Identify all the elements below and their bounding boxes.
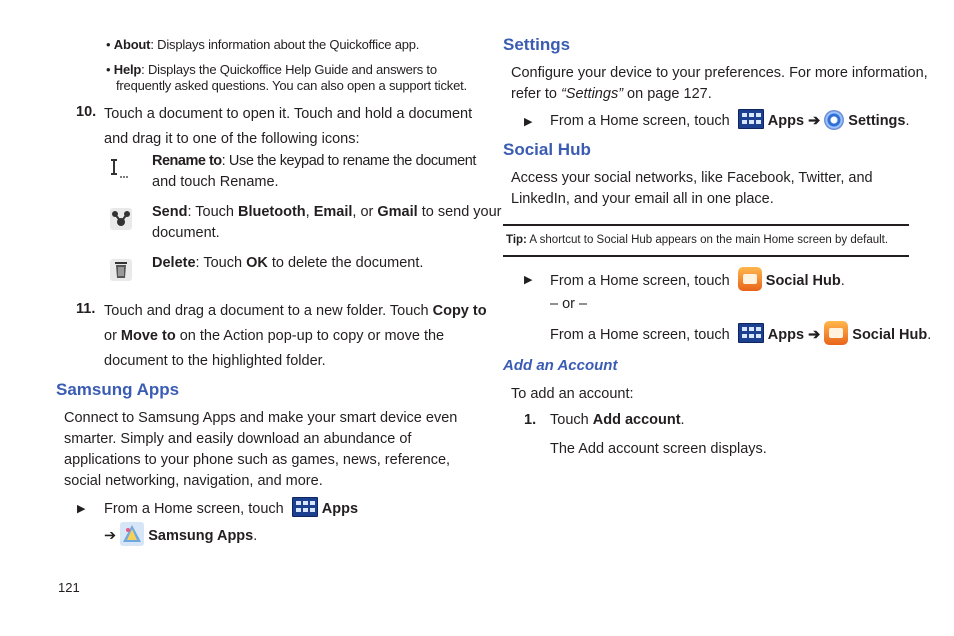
help-text-1: : Displays the Quickoffice Help Guide and answers to: [141, 62, 437, 77]
add-account-result: The Add account screen displays.: [550, 441, 767, 457]
tip-label: Tip:: [506, 234, 527, 246]
about-label: About: [113, 37, 151, 52]
arrow-icon: ➔: [104, 528, 117, 544]
rename-text-1: : Use the keypad to rename the document: [221, 153, 477, 169]
settings-p1: Configure your device to your preferences. For more information,: [511, 65, 928, 81]
help-text-2: frequently asked questions. You can also open a support ticket.: [116, 78, 467, 93]
step-10-line-2: and drag it to one of the following icons:: [104, 131, 360, 147]
page-number: 121: [58, 580, 80, 595]
tip-bottom-rule: [503, 255, 909, 257]
samsung-step: [104, 496, 358, 549]
add-period: .: [680, 412, 685, 428]
apps-label: Apps: [767, 327, 805, 343]
settings-step: [550, 109, 910, 132]
settings-heading: Settings: [503, 35, 571, 54]
hub-period-2: .: [927, 327, 932, 343]
settings-period: .: [905, 113, 910, 129]
send-comma: ,: [305, 204, 314, 220]
bullet-about: • About: Displays information about the Quickoffice app.: [106, 37, 420, 52]
samsung-apps-label: Samsung Apps: [148, 528, 254, 544]
bullet-triangle: ▶: [524, 274, 533, 286]
settings-paragraph: [511, 63, 928, 105]
apps-grid-icon: [738, 109, 764, 129]
move-to-label: Move to: [120, 328, 176, 344]
samsung-period: .: [253, 528, 258, 544]
social-hub-step-2: [550, 321, 931, 346]
delete-label: Delete: [152, 255, 196, 271]
arrow-icon: ➔: [808, 327, 821, 343]
add-account-step: [550, 410, 685, 431]
settings-step-text: From a Home screen, touch: [550, 113, 730, 129]
hub-period-1: .: [840, 273, 845, 289]
add-account-heading: Add an Account: [503, 357, 618, 374]
apps-grid-icon: [738, 323, 764, 343]
social-p1: Access your social networks, like Facebook, Twitter, and: [511, 170, 873, 186]
settings-label: Settings: [848, 113, 906, 129]
add-account-intro: To add an account:: [511, 386, 634, 402]
social-hub-label: Social Hub: [765, 273, 841, 289]
tip-text: A shortcut to Social Hub appears on the main Home screen by default.: [526, 234, 889, 246]
samsung-p4: social networking, navigation, and more.: [64, 473, 323, 489]
tip-box: [506, 232, 888, 248]
settings-link[interactable]: “Settings”: [560, 86, 624, 102]
delete-text-a: : Touch: [195, 255, 247, 271]
rename-description: [152, 151, 476, 193]
gmail-label: Gmail: [377, 204, 418, 220]
send-or: , or: [352, 204, 378, 220]
ok-label: OK: [246, 255, 268, 271]
bluetooth-label: Bluetooth: [237, 204, 306, 220]
add-account-label: Add account: [592, 412, 681, 428]
settings-p2a: refer to: [511, 86, 561, 102]
social-hub-heading: Social Hub: [503, 140, 591, 159]
social-hub-label: Social Hub: [852, 327, 928, 343]
step-11-line-3: document to the highlighted folder.: [104, 353, 326, 369]
step-11-number: 11.: [76, 301, 96, 317]
share-icon: [110, 208, 132, 230]
delete-description: [152, 253, 423, 274]
apps-grid-icon: [292, 497, 318, 517]
delete-text-b: to delete the document.: [267, 255, 424, 271]
rename-label: Rename to: [152, 153, 222, 169]
send-description: [152, 202, 502, 244]
samsung-apps-paragraph: [64, 408, 457, 492]
apps-label: Apps: [321, 501, 359, 517]
step-10-line-1: Touch a document to open it. Touch and hold a document: [104, 106, 473, 122]
send-label: Send: [152, 204, 188, 220]
add-step-text: Touch: [550, 412, 593, 428]
step-11-text: [104, 299, 487, 374]
social-hub-step-1: [550, 267, 845, 292]
step-11-line-2b: on the Action pop-up to copy or move the: [175, 328, 445, 344]
arrow-icon: ➔: [808, 113, 821, 129]
hub-step-2-text: From a Home screen, touch: [550, 327, 730, 343]
hub-step-1-text: From a Home screen, touch: [550, 273, 730, 289]
rename-text-2: and touch Rename.: [152, 174, 279, 190]
samsung-step-text: From a Home screen, touch: [104, 501, 284, 517]
bullet-triangle: ▶: [77, 503, 86, 515]
social-p2: LinkedIn, and your email all in one place.: [511, 191, 774, 207]
help-label: Help: [113, 62, 142, 77]
social-hub-paragraph: [511, 168, 873, 210]
send-text-2: document.: [152, 225, 220, 241]
or-separator: – or –: [550, 296, 588, 312]
step-11-line-1: Touch and drag a document to a new folder. Touch: [104, 303, 433, 319]
samsung-p2: smarter. Simply and easily download an abundance of: [64, 431, 412, 447]
step-10-number: 10.: [76, 104, 97, 120]
apps-label: Apps: [767, 113, 805, 129]
settings-p2b: on page 127.: [623, 86, 712, 102]
gear-icon: [824, 110, 844, 130]
trash-icon: [110, 259, 132, 281]
about-text: : Displays information about the Quickoffice app.: [150, 37, 420, 52]
bullet-triangle: ▶: [524, 116, 533, 128]
step-10-text: [104, 102, 472, 152]
samsung-p3: applications to your phone such as games, news, reference,: [64, 452, 451, 468]
social-hub-icon: [824, 321, 848, 345]
tip-top-rule: [503, 224, 909, 226]
step-11-line-2a: or: [104, 328, 121, 344]
samsung-p1: Connect to Samsung Apps and make your smart device even: [64, 410, 458, 426]
text-cursor-icon: [109, 157, 131, 179]
copy-to-label: Copy to: [432, 303, 487, 319]
social-hub-icon: [738, 267, 762, 291]
send-text-b: to send your: [417, 204, 502, 220]
email-label: Email: [313, 204, 353, 220]
samsung-apps-heading: Samsung Apps: [56, 380, 180, 399]
bullet-help: • Help: Displays the Quickoffice Help Guide and answers to frequently asked questions. You can also open a support ticket.: [106, 62, 467, 93]
samsung-apps-icon: [120, 522, 144, 546]
send-text-a: : Touch: [187, 204, 238, 220]
add-step-number: 1.: [524, 412, 537, 428]
